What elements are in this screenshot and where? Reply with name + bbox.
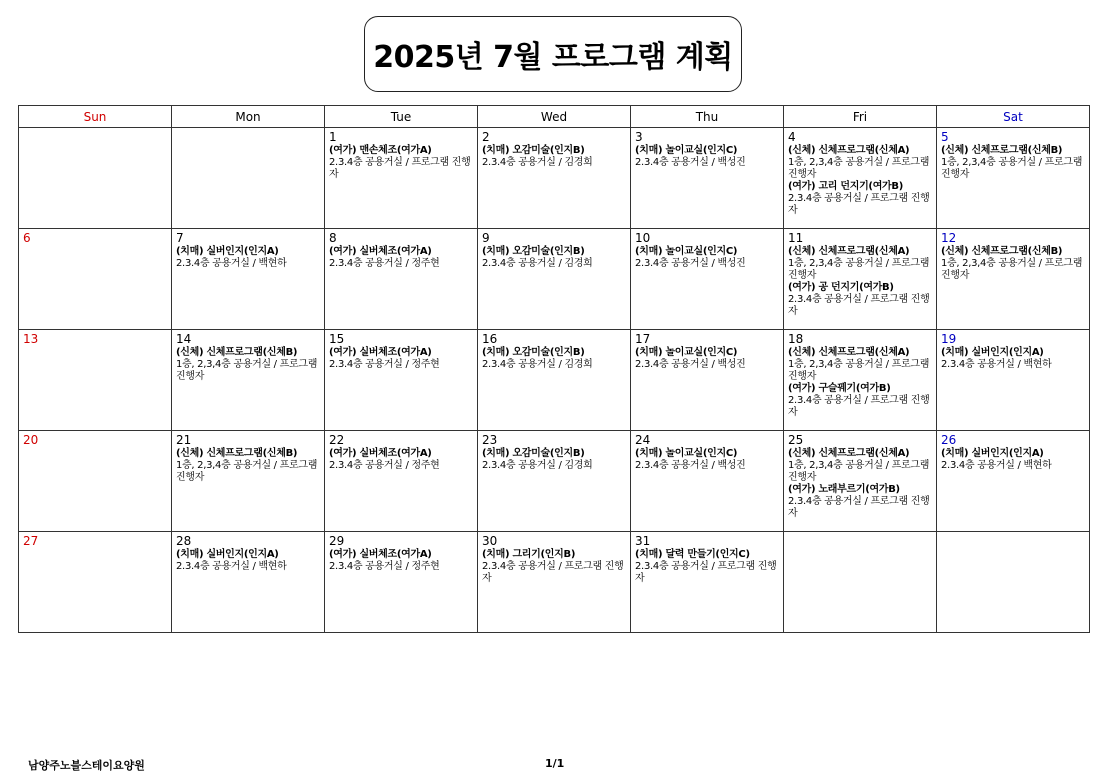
event-title: (치매) 오감미술(인지B) <box>482 145 585 156</box>
event-detail: 2.3.4층 공용거실 / 백현하 <box>176 561 287 572</box>
weekday-header: Fri <box>784 106 937 128</box>
calendar-day-cell <box>19 128 172 229</box>
event-detail: 2.3.4층 공용거실 / 김경희 <box>482 157 593 168</box>
event-title: (여가) 고리 던지기(여가B) <box>788 181 904 192</box>
day-number: 26 <box>941 433 957 447</box>
event-detail: 2.3.4층 공용거실 / 김경희 <box>482 359 593 370</box>
weekday-header: Sun <box>19 106 172 128</box>
event-title: (치매) 그리기(인지B) <box>482 549 576 560</box>
event-detail: 2.3.4층 공용거실 / 백성진 <box>635 258 746 269</box>
event-title: (여가) 실버체조(여가A) <box>329 246 432 257</box>
event-detail: 2.3.4층 공용거실 / 백현하 <box>941 359 1052 370</box>
event-detail: 2.3.4층 공용거실 / 프로그램 진행자 <box>329 157 471 180</box>
calendar-week-row <box>19 532 1090 633</box>
event-title: (치매) 실버인지(인지A) <box>176 246 279 257</box>
day-number: 2 <box>482 130 490 144</box>
event-detail: 2.3.4층 공용거실 / 정주현 <box>329 460 440 471</box>
calendar-day-cell <box>172 229 325 330</box>
event-title: (치매) 실버인지(인지A) <box>941 347 1044 358</box>
event-title: (신체) 신체프로그램(신체A) <box>788 246 910 257</box>
title-box <box>364 16 742 92</box>
page-title: 2025년 7월 프로그램 계획 <box>373 40 733 75</box>
day-number: 16 <box>482 332 498 346</box>
event-title: (치매) 놀이교실(인지C) <box>635 246 738 257</box>
event-title: (신체) 신체프로그램(신체B) <box>176 347 298 358</box>
day-number: 7 <box>176 231 184 245</box>
calendar-day-cell <box>631 532 784 633</box>
calendar-day-cell <box>478 532 631 633</box>
event-detail: 2.3.4층 공용거실 / 프로그램 진행자 <box>635 561 777 584</box>
weekday-header-row <box>19 106 1090 128</box>
calendar-day-cell <box>325 330 478 431</box>
calendar-day-cell <box>478 229 631 330</box>
event-detail: 2.3.4층 공용거실 / 백현하 <box>941 460 1052 471</box>
event-detail: 1층, 2,3,4층 공용거실 / 프로그램 진행자 <box>941 157 1083 180</box>
calendar-day-cell <box>631 330 784 431</box>
calendar-day-cell <box>478 330 631 431</box>
day-number: 19 <box>941 332 957 346</box>
event-detail: 2.3.4층 공용거실 / 김경희 <box>482 258 593 269</box>
event-title: (여가) 실버체조(여가A) <box>329 549 432 560</box>
event-title: (치매) 달력 만들기(인지C) <box>635 549 750 560</box>
calendar-day-cell <box>19 229 172 330</box>
day-number: 9 <box>482 231 490 245</box>
day-number: 30 <box>482 534 498 548</box>
calendar-day-cell <box>937 229 1090 330</box>
footer-page-number: 1/1 <box>545 757 565 770</box>
day-number: 24 <box>635 433 651 447</box>
day-number: 31 <box>635 534 651 548</box>
day-number: 13 <box>23 332 39 346</box>
event-title: (치매) 실버인지(인지A) <box>941 448 1044 459</box>
calendar-body <box>19 128 1090 633</box>
day-number: 21 <box>176 433 192 447</box>
event-detail: 1층, 2,3,4층 공용거실 / 프로그램 진행자 <box>788 157 930 180</box>
day-number: 22 <box>329 433 345 447</box>
calendar-day-cell <box>784 330 937 431</box>
calendar-week-row <box>19 128 1090 229</box>
event-title: (여가) 공 던지기(여가B) <box>788 282 894 293</box>
calendar-day-cell <box>172 532 325 633</box>
weekday-header: Sat <box>937 106 1090 128</box>
day-number: 12 <box>941 231 957 245</box>
calendar-day-cell <box>172 431 325 532</box>
calendar-day-cell <box>478 128 631 229</box>
event-detail: 2.3.4층 공용거실 / 백성진 <box>635 359 746 370</box>
event-detail: 2.3.4층 공용거실 / 정주현 <box>329 258 440 269</box>
event-title: (신체) 신체프로그램(신체A) <box>788 448 910 459</box>
event-title: (치매) 놀이교실(인지C) <box>635 145 738 156</box>
event-detail: 2.3.4층 공용거실 / 김경희 <box>482 460 593 471</box>
event-title: (신체) 신체프로그램(신체A) <box>788 347 910 358</box>
event-detail: 2.3.4층 공용거실 / 백현하 <box>176 258 287 269</box>
calendar-day-cell <box>325 229 478 330</box>
day-number: 5 <box>941 130 949 144</box>
calendar-day-cell <box>937 431 1090 532</box>
calendar-day-cell <box>325 128 478 229</box>
event-detail: 1층, 2,3,4층 공용거실 / 프로그램 진행자 <box>788 460 930 483</box>
event-detail: 2.3.4층 공용거실 / 정주현 <box>329 561 440 572</box>
day-number: 18 <box>788 332 804 346</box>
event-detail: 1층, 2,3,4층 공용거실 / 프로그램 진행자 <box>788 359 930 382</box>
weekday-header: Mon <box>172 106 325 128</box>
day-number: 8 <box>329 231 337 245</box>
calendar-day-cell <box>784 431 937 532</box>
day-number: 23 <box>482 433 498 447</box>
day-number: 10 <box>635 231 651 245</box>
event-detail: 1층, 2,3,4층 공용거실 / 프로그램 진행자 <box>788 258 930 281</box>
calendar-day-cell <box>325 431 478 532</box>
event-detail: 2.3.4층 공용거실 / 백성진 <box>635 157 746 168</box>
calendar-day-cell <box>937 330 1090 431</box>
calendar-day-cell <box>784 532 937 633</box>
calendar-day-cell <box>631 128 784 229</box>
day-number: 1 <box>329 130 337 144</box>
event-title: (치매) 실버인지(인지A) <box>176 549 279 560</box>
event-title: (신체) 신체프로그램(신체B) <box>941 246 1063 257</box>
calendar-day-cell <box>478 431 631 532</box>
event-detail: 2.3.4층 공용거실 / 백성진 <box>635 460 746 471</box>
event-detail: 1층, 2,3,4층 공용거실 / 프로그램 진행자 <box>941 258 1083 281</box>
event-detail: 1층, 2,3,4층 공용거실 / 프로그램 진행자 <box>176 359 318 382</box>
event-title: (치매) 놀이교실(인지C) <box>635 448 738 459</box>
event-detail: 2.3.4층 공용거실 / 정주현 <box>329 359 440 370</box>
calendar-table <box>18 105 1090 633</box>
event-detail: 2.3.4층 공용거실 / 프로그램 진행자 <box>788 294 930 317</box>
event-title: (치매) 오감미술(인지B) <box>482 448 585 459</box>
calendar-day-cell <box>19 431 172 532</box>
day-number: 17 <box>635 332 651 346</box>
calendar-week-row <box>19 330 1090 431</box>
day-number: 28 <box>176 534 192 548</box>
calendar-week-row <box>19 229 1090 330</box>
calendar-day-cell <box>784 229 937 330</box>
calendar-day-cell <box>325 532 478 633</box>
day-number: 4 <box>788 130 796 144</box>
event-title: (신체) 신체프로그램(신체B) <box>176 448 298 459</box>
event-detail: 2.3.4층 공용거실 / 프로그램 진행자 <box>788 193 930 216</box>
event-detail: 2.3.4층 공용거실 / 프로그램 진행자 <box>788 395 930 418</box>
day-number: 27 <box>23 534 39 548</box>
event-title: (여가) 실버체조(여가A) <box>329 347 432 358</box>
event-title: (치매) 오감미술(인지B) <box>482 246 585 257</box>
event-title: (신체) 신체프로그램(신체A) <box>788 145 910 156</box>
event-detail: 2.3.4층 공용거실 / 프로그램 진행자 <box>788 496 930 519</box>
event-title: (신체) 신체프로그램(신체B) <box>941 145 1063 156</box>
event-detail: 1층, 2,3,4층 공용거실 / 프로그램 진행자 <box>176 460 318 483</box>
event-title: (여가) 구슬꿰기(여가B) <box>788 383 891 394</box>
event-detail: 2.3.4층 공용거실 / 프로그램 진행자 <box>482 561 624 584</box>
calendar-day-cell <box>937 532 1090 633</box>
event-title: (치매) 놀이교실(인지C) <box>635 347 738 358</box>
day-number: 6 <box>23 231 31 245</box>
event-title: (여가) 노래부르기(여가B) <box>788 484 900 495</box>
calendar-day-cell <box>784 128 937 229</box>
calendar-day-cell <box>172 330 325 431</box>
day-number: 15 <box>329 332 345 346</box>
calendar-day-cell <box>937 128 1090 229</box>
day-number: 3 <box>635 130 643 144</box>
day-number: 11 <box>788 231 804 245</box>
calendar-week-row <box>19 431 1090 532</box>
footer-org: 남양주노블스테이요양원 <box>28 759 145 772</box>
calendar-day-cell <box>19 330 172 431</box>
weekday-header: Wed <box>478 106 631 128</box>
day-number: 14 <box>176 332 192 346</box>
calendar-day-cell <box>172 128 325 229</box>
event-title: (여가) 실버체조(여가A) <box>329 448 432 459</box>
event-title: (여가) 맨손체조(여가A) <box>329 145 432 156</box>
calendar-day-cell <box>19 532 172 633</box>
day-number: 20 <box>23 433 39 447</box>
day-number: 25 <box>788 433 804 447</box>
weekday-header: Tue <box>325 106 478 128</box>
day-number: 29 <box>329 534 345 548</box>
event-title: (치매) 오감미술(인지B) <box>482 347 585 358</box>
calendar-day-cell <box>631 229 784 330</box>
weekday-header: Thu <box>631 106 784 128</box>
calendar-day-cell <box>631 431 784 532</box>
